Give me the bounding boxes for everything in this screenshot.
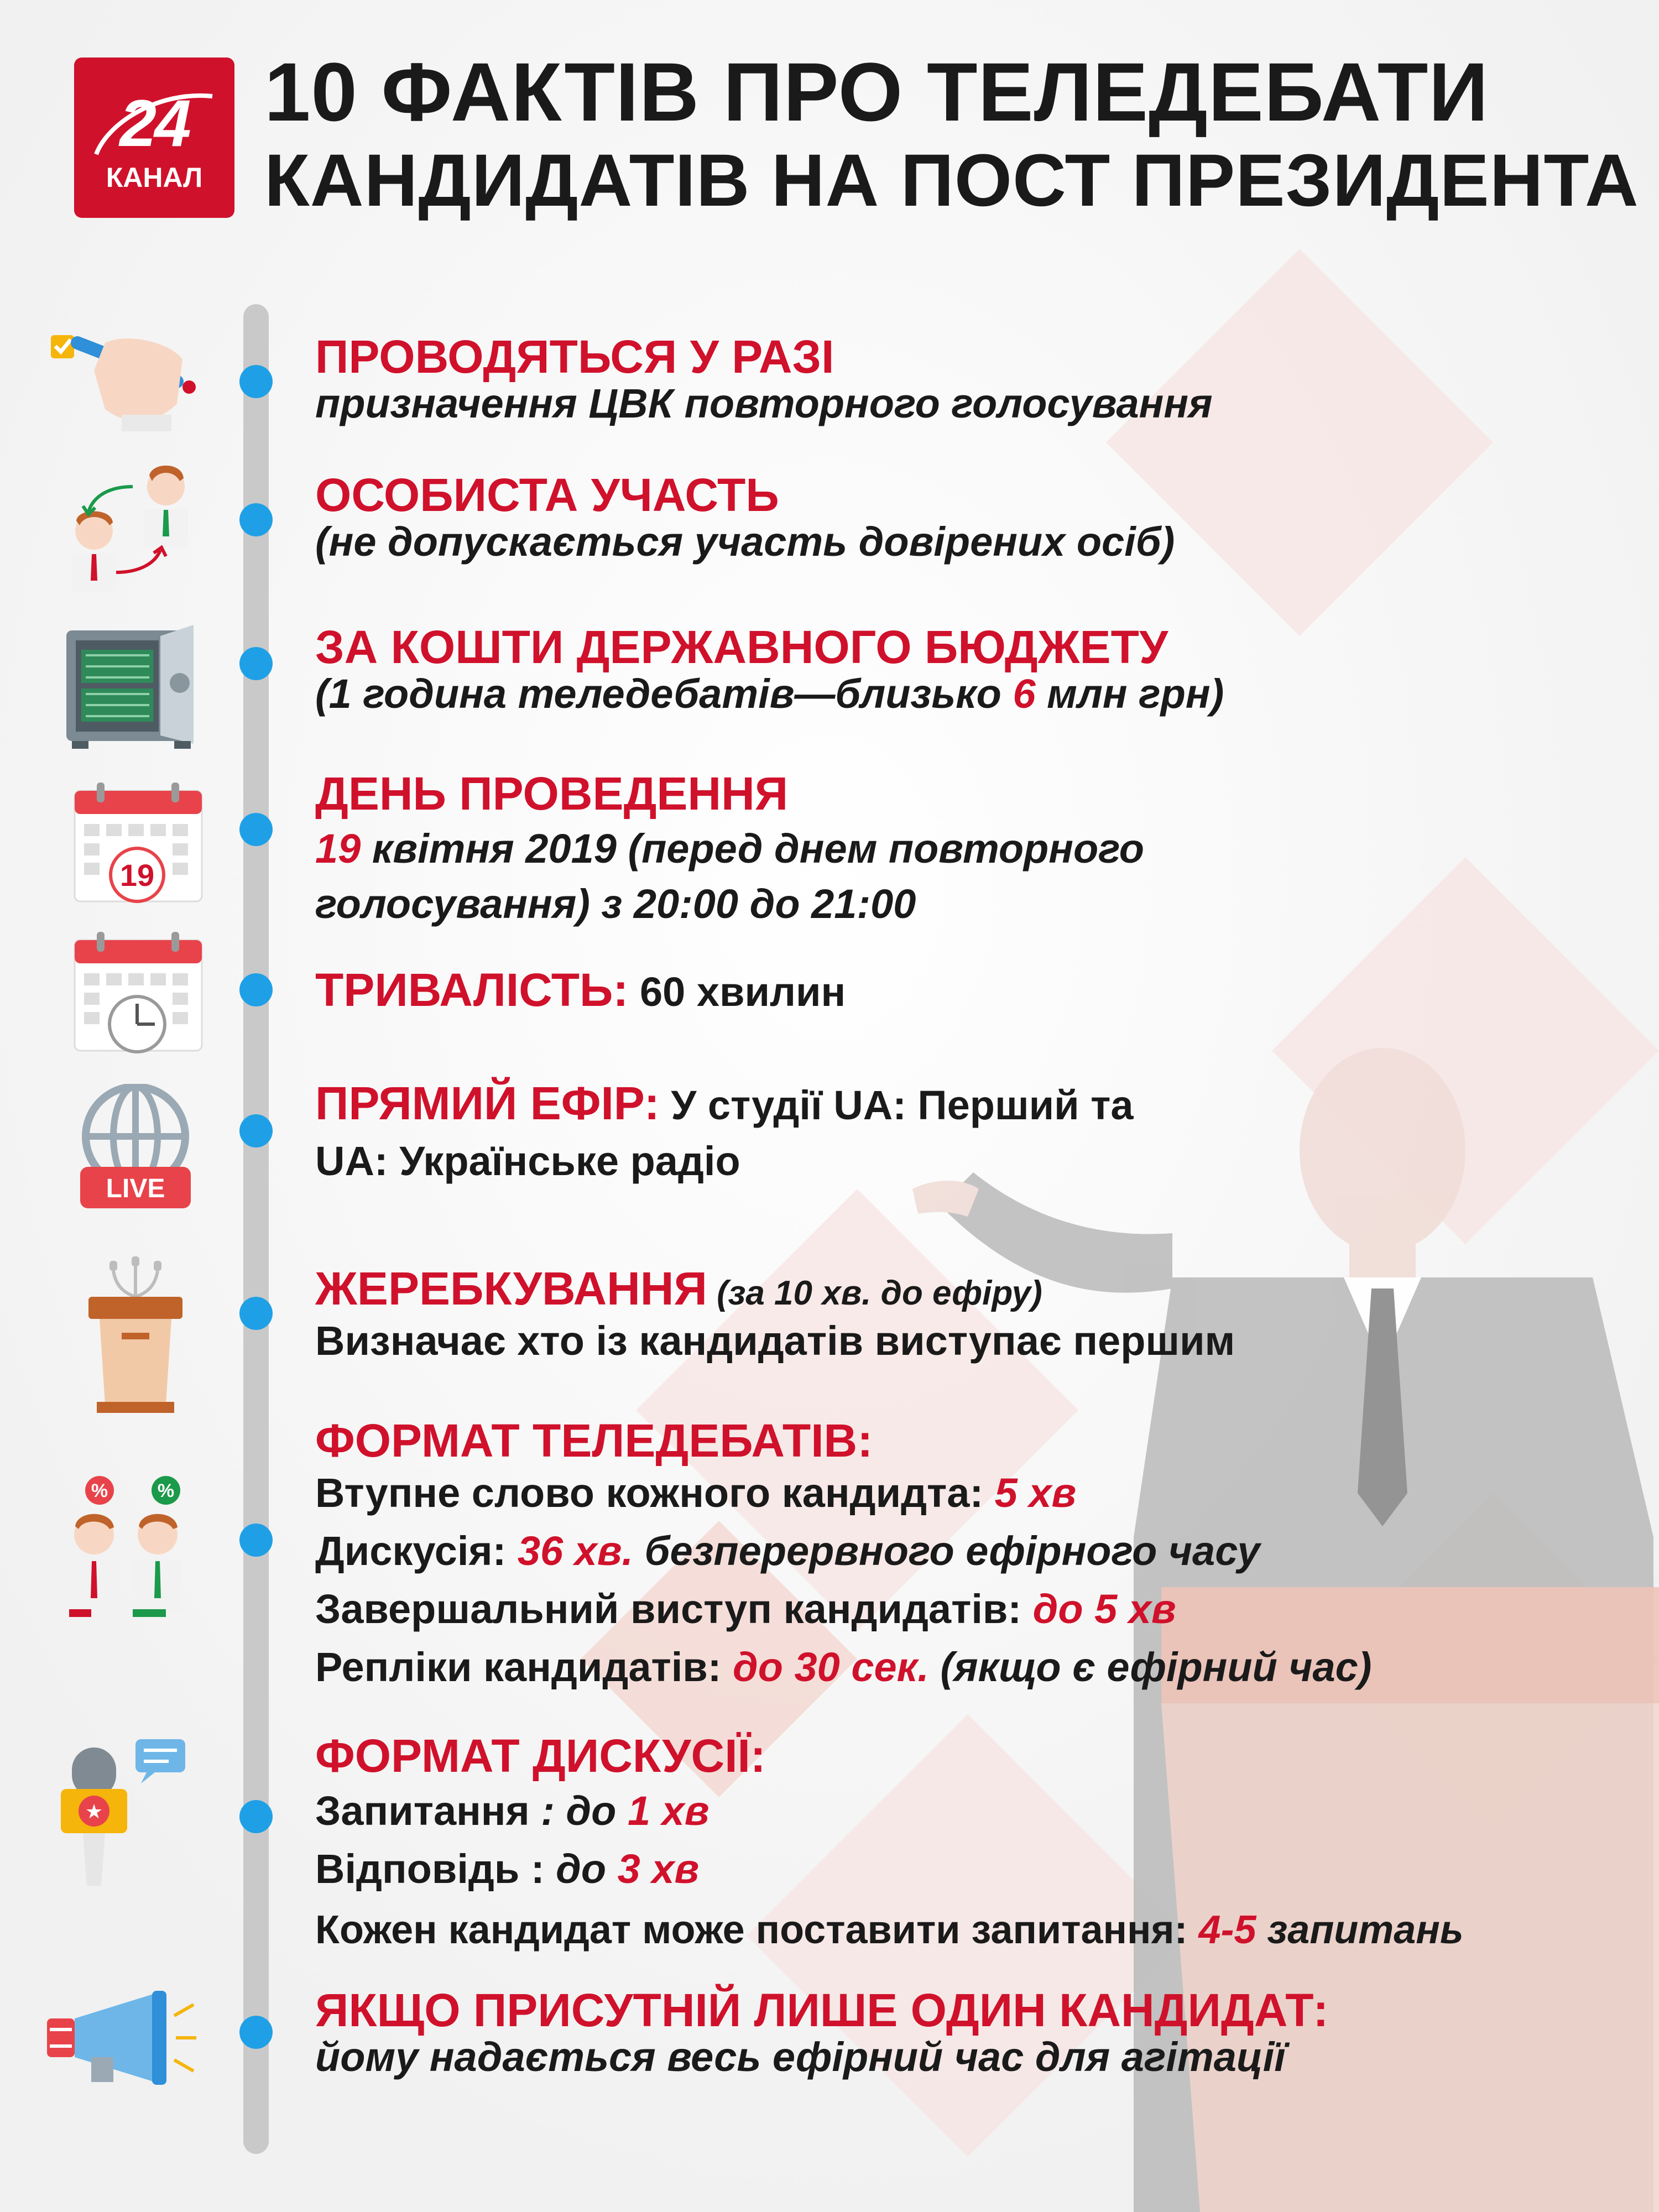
svg-text:%: % [91, 1480, 108, 1501]
fact9-heading: ФОРМАТ ДИСКУСІЇ: [315, 1730, 766, 1782]
hand-pen-icon [44, 321, 210, 431]
fact4-line1: 19 квітня 2019 (перед днем повторного [315, 826, 1145, 872]
fact8-highlight: 36 хв. [517, 1528, 634, 1574]
fact9-highlight: 3 хв [617, 1846, 700, 1892]
fact10-heading: ЯКЩО ПРИСУТНІЙ ЛИШЕ ОДИН КАНДИДАТ: [315, 1984, 1329, 2036]
timeline-dot [239, 1524, 273, 1557]
megaphone-icon [44, 1991, 199, 2085]
fact4-heading: ДЕНЬ ПРОВЕДЕННЯ [315, 768, 789, 820]
page-title-line2: КАНДИДАТІВ НА ПОСТ ПРЕЗИДЕНТА [264, 139, 1639, 222]
fact7-line1 [315, 1261, 1042, 1316]
timeline-dot [239, 973, 273, 1006]
timeline-dot [239, 1297, 273, 1330]
timeline-dot [239, 2016, 273, 2049]
fact10-text: йому надається весь ефірний час для агітації [315, 2034, 1286, 2080]
fact3-text: (1 година теледебатів—близько 6 млн грн) [315, 671, 1224, 717]
fact9-line: Запитання : до 1 хв [315, 1788, 709, 1834]
fact5-line [315, 962, 846, 1020]
calendar-number: 19 [119, 858, 155, 893]
fact8-highlight: до 30 сек. [733, 1644, 929, 1690]
svg-text:★: ★ [85, 1801, 103, 1823]
logo-text: КАНАЛ [106, 162, 203, 193]
fact5-heading: ТРИВАЛІСТЬ: [315, 964, 629, 1016]
calendar-clock-icon [72, 929, 205, 1053]
fact1-text: призначення ЦВК повторного голосування [315, 380, 1213, 426]
fact8-line: Репліки кандидатів: до 30 сек. (якщо є ефірний час) [315, 1644, 1372, 1690]
channel-logo [74, 58, 234, 218]
fact3-highlight: 6 [1013, 671, 1036, 717]
globe-live-icon [77, 1084, 194, 1211]
fact6-text1: У студії UA: Перший та [659, 1082, 1134, 1128]
svg-text:%: % [157, 1480, 175, 1501]
fact7-text: Визначає хто із кандидатів виступає першим [315, 1318, 1235, 1364]
fact9-highlight: 1 хв [627, 1788, 709, 1834]
timeline-dot [239, 1114, 273, 1147]
fact3-heading: ЗА КОШТИ ДЕРЖАВНОГО БЮДЖЕТУ [315, 621, 1168, 673]
fact2-heading: ОСОБИСТА УЧАСТЬ [315, 469, 779, 521]
timeline-dot [239, 365, 273, 398]
fact8-line: Дискусія: 36 хв. безперервного ефірного часу [315, 1528, 1260, 1574]
fact8-highlight: до 5 хв [1032, 1586, 1176, 1632]
fact2-text: (не допускається участь довірених осіб) [315, 519, 1175, 565]
fact8-highlight: 5 хв [994, 1470, 1077, 1516]
calendar-19-icon [72, 780, 205, 904]
fact4-line2: голосування) з 20:00 до 21:00 [315, 881, 916, 927]
timeline-dot [239, 503, 273, 536]
candidates-percent-icon [55, 1474, 199, 1620]
fact9-line: Кожен кандидат може поставити запитання: 4-5 запитань [315, 1908, 1464, 1952]
fact1-heading: ПРОВОДЯТЬСЯ У РАЗІ [315, 331, 834, 383]
fact9-line: Відповідь : до 3 хв [315, 1846, 700, 1892]
timeline-dot [239, 813, 273, 846]
fact4-day: 19 [315, 826, 361, 872]
fact8-heading: ФОРМАТ ТЕЛЕДЕБАТІВ: [315, 1415, 873, 1467]
timeline-rail [243, 304, 269, 2154]
logo-number: 24 [119, 86, 189, 160]
timeline-dot [239, 647, 273, 680]
fact7-heading: ЖЕРЕБКУВАННЯ [315, 1262, 707, 1314]
fact6-text2: UA: Українське радіо [315, 1138, 740, 1184]
fact6-line1 [315, 1076, 1134, 1133]
safe-money-icon [64, 625, 202, 752]
fact5-text: 60 хвилин [628, 969, 846, 1015]
fact8-line: Завершальний виступ кандидатів: до 5 хв [315, 1586, 1176, 1632]
fact6-heading: ПРЯМИЙ ЕФІР: [315, 1077, 660, 1129]
timeline-dot [239, 1800, 273, 1833]
page-title-line1: 10 ФАКТІВ ПРО ТЕЛЕДЕБАТИ [264, 45, 1489, 138]
microphone-chat-icon [58, 1736, 191, 1897]
fact7-note: (за 10 хв. до ефіру) [707, 1274, 1042, 1312]
fact8-line: Втупне слово кожного кандидта: 5 хв [315, 1470, 1077, 1516]
fact9-highlight: 4-5 [1198, 1908, 1256, 1952]
people-exchange-icon [61, 459, 199, 597]
live-label: LIVE [106, 1174, 165, 1203]
podium-icon [83, 1255, 188, 1416]
